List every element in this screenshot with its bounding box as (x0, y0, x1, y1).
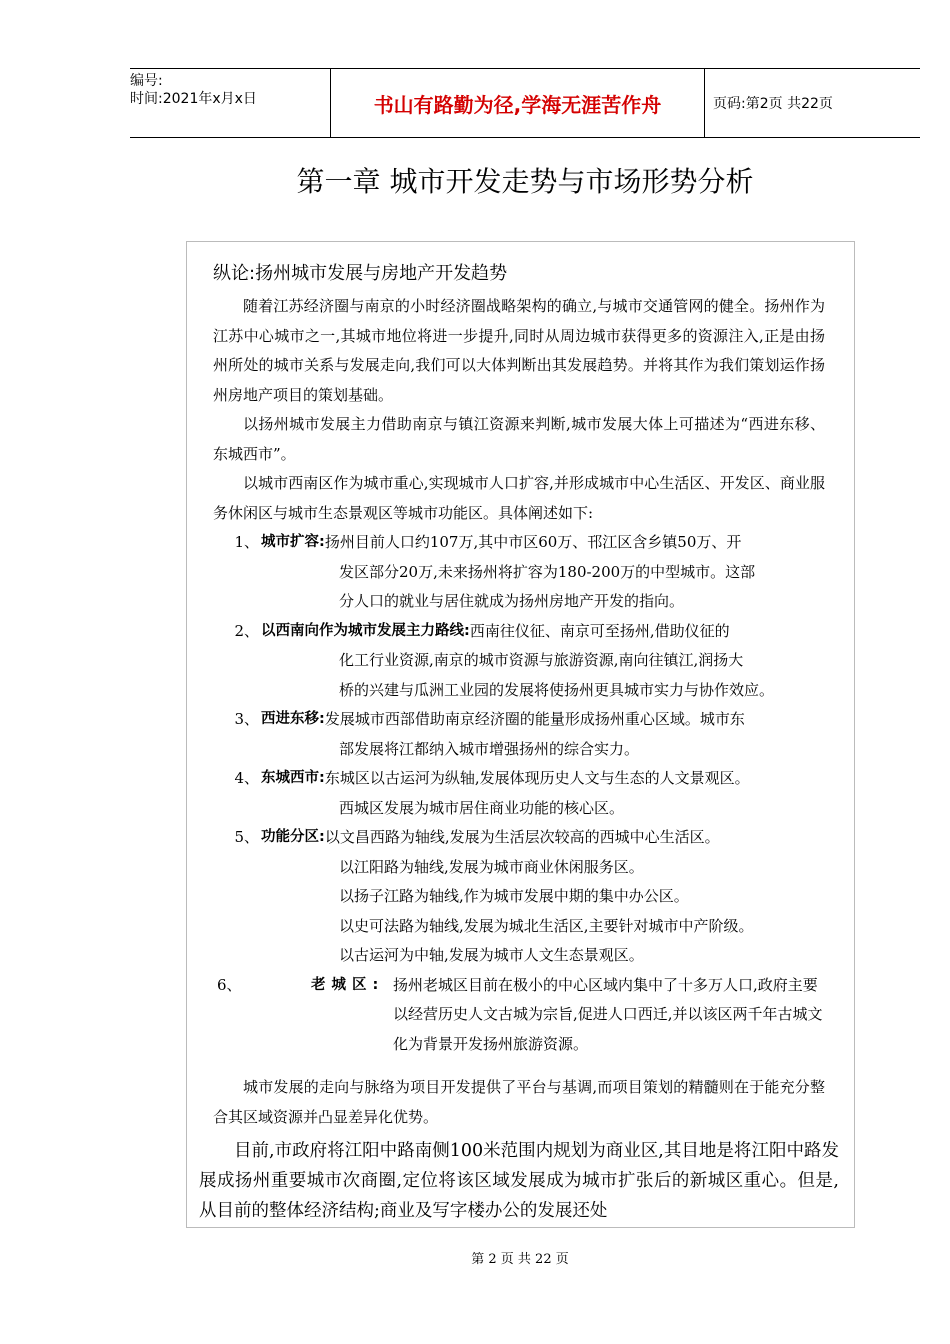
item-text: 扬州老城区目前在极小的中心区域内集中了十多万人口,政府主要以经营历史人文古城为宗旨,促进人口西迁,并以该区两千年古城文化为背景开发扬州旅游资源。 (393, 975, 823, 1053)
paragraph: 随着江苏经济圈与南京的小时经济圈战略架构的确立,与城市交通管网的健全。扬州作为江苏中心城市之一,其城市地位将进一步提升,同时从周边城市获得更多的资源注入,正是由扬州所处的城市关系与发展走向,我们可以大体判断出其发展趋势。并将其作为我们策划运作扬州房地产项目的策划基础。 (213, 297, 825, 404)
item-label: 功能分区: (261, 829, 325, 845)
item-text: 以文昌西路为轴线,发展为生活层次较高的西城中心生活区。 (324, 828, 720, 846)
paragraph: 城市发展的走向与脉络为项目开发提供了平台与基调,而项目策划的精髓则在于能充分整合其区域资源并凸显差异化优势。 (213, 1078, 825, 1126)
paragraph: 目前,市政府将江阳中路南侧100米范围内规划为商业区,其目地是将江阳中路发展成扬州重要城市次商圈,定位将该区域发展成为城市扩张后的新城区重心。但是,从目前的整体经济结构;商业及写字楼办公的发展还处 (199, 1141, 839, 1221)
item-continuation: 分人口的就业与居住就成为扬州房地产开发的指向。 (339, 592, 685, 610)
item-continuation: 以扬子江路为轴线,作为城市发展中期的集中办公区。 (339, 887, 689, 905)
item-label: 东城西市: (261, 770, 325, 786)
header-motto: 书山有路勤为径,学海无涯苦作舟 (331, 69, 705, 137)
list-item (213, 617, 825, 706)
item-text: 扬州目前人口约107万,其中市区60万、邗江区含乡镇50万、开 (324, 533, 742, 551)
header-meta (130, 69, 331, 137)
list-item (213, 823, 825, 971)
paragraph: 以扬州城市发展主力借助南京与镇江资源来判断,城市发展大体上可描述为“西进东移、东城西市”。 (213, 415, 825, 463)
item-label: 以西南向作为城市发展主力路线: (261, 622, 470, 639)
item-continuation: 桥的兴建与瓜洲工业园的发展将使扬州更具城市实力与协作效应。 (339, 680, 775, 699)
item-continuation: 化工行业资源,南京的城市资源与旅游资源,南向往镇江,润扬大 (339, 651, 744, 669)
list-item (213, 764, 825, 823)
section-title: 纵论:扬州城市发展与房地产开发趋势 (213, 263, 508, 284)
header-page-label: 页码:第2页 共22页 (713, 96, 833, 112)
item-text: 发展城市西部借助南京经济圈的能量形成扬州重心区域。城市东 (324, 710, 745, 728)
item-label: 老城区: (311, 976, 385, 993)
item-number: 2、 (234, 621, 259, 640)
page-header (130, 68, 920, 138)
item-text: 西南往仪征、南京可至扬州,借助仪征的 (469, 621, 730, 640)
item-number: 1、 (234, 533, 259, 551)
page-footer: 第 2 页 共 22 页 (471, 1252, 569, 1267)
content-body (199, 256, 839, 1226)
paragraph: 以城市西南区作为城市重心,实现城市人口扩容,并形成城市中心生活区、开发区、商业服务休闲区与城市生态景观区等城市功能区。具体阐述如下: (213, 474, 825, 522)
content-box (186, 241, 855, 1228)
item-number: 5、 (234, 828, 259, 846)
number-label: 编号: (130, 73, 163, 89)
item-label: 西进东移: (261, 711, 325, 727)
item-continuation: 西城区发展为城市居住商业功能的核心区。 (339, 798, 625, 817)
list-item (213, 971, 825, 1060)
item-continuation: 以史可法路为轴线,发展为城北生活区,主要针对城市中产阶级。 (339, 916, 754, 935)
item-continuation: 发区部分20万,未来扬州将扩容为180-200万的中型城市。这部 (339, 562, 756, 581)
item-label: 城市扩容: (261, 534, 325, 550)
item-continuation: 以江阳路为轴线,发展为城市商业休闲服务区。 (339, 857, 644, 876)
item-continuation: 部发展将江都纳入城市增强扬州的综合实力。 (339, 739, 640, 758)
chapter-title: 第一章 城市开发走势与市场形势分析 (296, 165, 754, 198)
list-item (213, 705, 825, 764)
item-number: 6、 (217, 975, 242, 994)
time-label: 时间:2021年x月x日 (130, 91, 257, 107)
item-text: 东城区以古运河为纵轴,发展体现历史人文与生态的人文景观区。 (324, 769, 750, 787)
item-number: 4、 (234, 769, 259, 787)
list-item (213, 528, 825, 617)
item-number: 3、 (234, 710, 259, 728)
item-continuation: 以古运河为中轴,发展为城市人文生态景观区。 (339, 946, 644, 964)
